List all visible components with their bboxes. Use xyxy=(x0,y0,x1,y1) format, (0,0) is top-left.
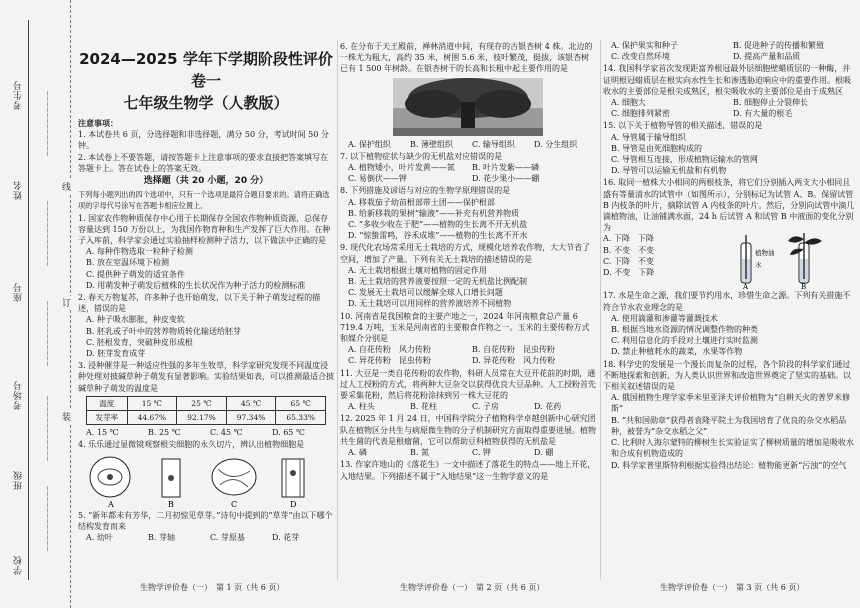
option: B. 花柱 xyxy=(410,402,437,412)
label-seat-number: 座号 xyxy=(14,282,24,302)
option: C. 发展无土栽培可以缓解全球人口增长问题 xyxy=(348,288,503,298)
column-divider xyxy=(600,40,601,580)
option: A. 移栽茄子幼苗根部带土团——保护根部 xyxy=(348,197,495,207)
option: D. 不变 下降 xyxy=(603,268,655,278)
options-row xyxy=(340,401,596,412)
cell-label-a: A xyxy=(108,499,114,509)
options-row xyxy=(340,162,596,173)
blank-line: ____________ xyxy=(38,300,48,366)
tube-b-label: B xyxy=(801,283,807,290)
table-cell: 97.34% xyxy=(226,411,276,425)
option: B. 促进种子的传播和繁殖 xyxy=(733,41,824,50)
seal-mark-line: 线 xyxy=(62,180,71,193)
option: D. 有大量的根毛 xyxy=(733,109,793,119)
option: C. 提供种子萌发的适宜条件 xyxy=(86,269,185,279)
seal-mark-bind: 订 xyxy=(62,296,71,309)
note-item: 1. 本试卷共 6 页，分选择题和非选择题，满分 50 分，考试时间 50 分钟。 xyxy=(78,130,329,151)
option: A. 柱头 xyxy=(348,402,375,412)
options-row xyxy=(603,51,855,62)
table-cell: 44.67% xyxy=(127,411,177,425)
question-18: 18. 科学史的发展是一个漫长而复杂的过程，各个阶段的科学家们通过不断地探索和创新，为人类认识世界和改造世界奠定了坚实的基础。以下相关叙述错误的是 xyxy=(603,359,851,392)
options-row xyxy=(603,40,855,51)
question-6: 6. 在分布于天王殿前，禅林消道中间，有现存的古银杏树 4 株。北边的一株尤为粗大，高约 35 米，树围 5.6 米，枝叶繁茂，挺拔，该银杏树已有 1 500 年树龄。在银杏树干的长高和长粗中起主要作用的是 xyxy=(340,42,593,74)
options-row xyxy=(603,97,855,108)
question-7: 7. 以下植物症状与缺少的无机盐对应错误的是 xyxy=(340,151,503,161)
option: A. 保护果实和种子 xyxy=(611,41,678,50)
options-row xyxy=(340,173,596,184)
page-2-column xyxy=(340,40,596,482)
seal-mark-mount: 装 xyxy=(62,410,71,423)
option: A. 植物矮小，叶片发黄——氮 xyxy=(348,163,455,173)
option: B. 芽轴 xyxy=(148,533,175,543)
options-row xyxy=(340,139,596,150)
water-label: 水 xyxy=(755,261,762,270)
page-footer-3: 生物学评价卷（一） 第 3 页（共 6 页） xyxy=(660,583,805,592)
question-17: 17. 水是生命之源，我们要节约用水，珍惜生命之源。下列有关措施不符合节水农业理念的是 xyxy=(603,291,851,312)
option: D. 无土栽培可以用同样的营养液培养不同植物 xyxy=(348,299,512,309)
table-cell: 45 ℃ xyxy=(226,396,276,410)
option: A. 细胞大 xyxy=(611,98,646,108)
cell-images xyxy=(82,453,332,509)
option: B. 不变 不变 xyxy=(603,245,654,255)
page-footer-1: 生物学评价卷（一） 第 1 页（共 6 页） xyxy=(140,583,285,592)
table-header: 发芽率 xyxy=(87,411,128,425)
option: B. “共和国勋章”获得者袁隆平院士为我国培育了优良的杂交水稻品种，被誉为“杂交水稻之父” xyxy=(611,415,847,436)
binding-margin xyxy=(0,0,71,608)
question-8: 8. 下列措施及谚语与对应的生物学原理错误的是 xyxy=(340,186,511,196)
option: C. 芽原基 xyxy=(210,533,245,543)
option: B. 细胞停止分裂伸长 xyxy=(733,98,808,108)
option: B. 放在室温环境下检测 xyxy=(86,258,169,268)
column-divider xyxy=(337,40,338,580)
question-5: 5. “新年都未有芳华，二月初惊见草芽。”诗句中提到的“草芽”由以下哪个结构发育而来 xyxy=(78,510,333,531)
options-row xyxy=(340,447,596,458)
tube-a-label: A xyxy=(743,283,749,290)
cell-c xyxy=(212,459,256,495)
option: C. 45 ℃ xyxy=(210,428,243,438)
question-13: 13. 作家许地山的《落花生》一文中描述了落花生的特点——地上开花，入地结果。下列描述不属于“入地结果”这一生物学意义的是 xyxy=(340,460,596,481)
option: C. 输导组织 xyxy=(472,139,515,149)
option: A. 保护组织 xyxy=(348,139,391,149)
ginkgo-tree-photo xyxy=(393,78,543,136)
question-2: 2. 春天万物复苏，许多种子也开始萌发，以下关于种子萌发过程的描述，错误的是 xyxy=(78,293,321,314)
option: D. 科学家普里斯特利根据实验得出结论：植物能更新“污浊”的空气 xyxy=(611,460,847,470)
question-10: 10. 河南省是我国粮食的主要产地之一，2024 年河南粮食总产量 6 719.4 万吨，玉米是河南省的主要粮食作物之一。玉米的主要传粉方式和媒介分别是 xyxy=(340,311,590,344)
page-3-column xyxy=(603,40,855,471)
option: C. 细胞排列紧密 xyxy=(611,109,670,119)
option: B. 叶片发紫——磷 xyxy=(472,163,539,173)
option: B. 自花传粉 昆虫传粉 xyxy=(472,345,555,355)
table-cell: 15 ℃ xyxy=(127,396,177,410)
label-candidate-number: 考生号 xyxy=(14,80,24,110)
option: D. 胚芽发育成芽 xyxy=(86,349,146,359)
option: B. 薄壁组织 xyxy=(410,139,453,149)
option: C. 利用信息化的手段对土壤进行实时监测 xyxy=(611,336,758,346)
option: D. 禁止种植耗水的蔬菜，水果等作物 xyxy=(611,347,743,357)
table-cell: 25 ℃ xyxy=(177,396,227,410)
table-cell: 65 ℃ xyxy=(276,396,326,410)
label-school: 学校 xyxy=(14,555,24,575)
option: D. “惊蛰雷鸣，谷禾成堆”——植物的生长离不开水 xyxy=(348,231,528,241)
option: A. 无土栽培根据土壤对植物的固定作用 xyxy=(348,265,487,275)
question-9: 9. 现代化农场常采用无土栽培的方式，规模化培养农作物，大大节省了空间，增加了产量。下列有关无土栽培的描述错误的是 xyxy=(340,243,591,264)
option: D. 异花传粉 风力传粉 xyxy=(472,356,556,366)
option: C. 下降 不变 xyxy=(603,256,654,266)
cell-d xyxy=(282,459,304,497)
option: D. 花药 xyxy=(534,402,562,412)
option: A. 下降 下降 xyxy=(603,234,654,244)
options-row xyxy=(340,344,596,355)
option: D. 导管可以运输无机盐和有机物 xyxy=(611,166,727,176)
option: B. 胚乳或子叶中的营养物质转化输送给胚芽 xyxy=(86,326,241,336)
option: C. 胚根发育，突破种皮形成根 xyxy=(86,337,193,347)
option: B. 根据当地水资源的情况调整作物的种类 xyxy=(611,325,758,335)
table-header: 温度 xyxy=(87,396,128,410)
option: A. 导管属于输导组织 xyxy=(611,132,686,142)
options-row xyxy=(78,532,334,543)
option: D. 花少果小——硼 xyxy=(472,174,540,184)
cell-label-c: C xyxy=(231,499,238,509)
blank-line: ____________ xyxy=(38,485,48,551)
option: C. 导管相互连接，形成植物运输水的管网 xyxy=(611,155,758,165)
option: A. 每种作物选取一粒种子检测 xyxy=(86,247,193,257)
label-class: 班级 xyxy=(14,470,24,490)
option: D. 花芽 xyxy=(272,533,300,543)
question-4: 4. 乐乐通过显微镜观察根尖细胞的永久切片，辨认出植物细胞是 xyxy=(78,440,305,450)
question-15: 15. 以下关于植物导管的相关描述，错误的是 xyxy=(603,121,763,131)
question-11: 11. 大豆是一类自花传粉的农作物，科研人员常在大豆开花前的时期，通过人工授粉的方式，将两种大豆杂交以获得优良大豆品种。人工授粉首先要采集花粉，然后将花粉涂抹到另一株大豆花的 xyxy=(340,368,596,401)
notes-title: 注意事项： xyxy=(78,118,118,128)
option: C. 子房 xyxy=(472,402,499,412)
table-cell: 65.33% xyxy=(276,411,326,425)
option: A. 俄国植物生理学家季米里亚泽夫评价植物为“自耕天火的普罗米修斯” xyxy=(611,393,850,414)
option: C. “多收少收在于肥”——植物的生长离不开无机盐 xyxy=(348,220,528,230)
blank-line: ____________ xyxy=(38,200,48,266)
option: D. 分生组织 xyxy=(534,139,578,149)
label-name: 姓名 xyxy=(14,180,24,200)
option: A. 15 ℃ xyxy=(86,428,119,438)
option: C. 改变自然环境 xyxy=(611,52,670,62)
options-row xyxy=(603,108,855,119)
cell-a xyxy=(90,457,130,497)
germination-table xyxy=(86,396,326,425)
cell-b xyxy=(162,459,180,497)
exam-subtitle: 七年级生物学（人教版） xyxy=(123,94,289,112)
option: D. 硼 xyxy=(534,448,554,458)
margin-line xyxy=(28,20,29,580)
table-cell: 92.17% xyxy=(177,411,227,425)
option: A. 幼叶 xyxy=(86,533,113,543)
section-instruction: 下列每小题列出的四个选项中，只有一个选项是最符合题目要求的。请将正确选项的字母代号涂写在答题卡相应位置上。 xyxy=(78,190,330,211)
option: A. 使用滴灌和渗灌等灌溉技术 xyxy=(611,313,718,323)
option: C. 钾 xyxy=(472,448,491,458)
option: B. 25 ℃ xyxy=(148,428,181,438)
options-column xyxy=(603,233,713,289)
question-3: 3. 浸种催芽是一种适应性强的多年生牧草，科学家研究发现不同温度浸种处理对披碱草种子萌发有显著影响。实验结果如表，可以推测最适合披碱草种子萌发的温度是 xyxy=(78,361,334,393)
note-item: 2. 本试卷上不要答题，请按答题卡上注意事项的要求直接把答案填写在答题卡上。答在试卷上的答案无效。 xyxy=(78,152,329,173)
oil-label: 植物油 xyxy=(755,249,775,258)
option: B. 给新移栽的果树“输液”——补充有机营养物质 xyxy=(348,208,520,218)
cell-label-b: B xyxy=(168,499,174,509)
options-row xyxy=(340,355,596,366)
option: D. 提高产量和品质 xyxy=(733,52,801,62)
question-12: 12. 2025 年 1 月 24 日，中国科学院分子植物科学卓越创新中心研究团队在植物区分共生与病原微生物的分子机制研究方面取得重要进展。植物共生菌的代表是根瘤菌，它可以帮助豆科植物获得的无机盐是 xyxy=(340,414,596,446)
question-16-block xyxy=(603,233,855,289)
option: B. 氮 xyxy=(410,448,429,458)
option: C. 异花传粉 昆虫传粉 xyxy=(348,356,431,366)
question-1: 1. 国家农作物种质保存中心用于长期保存全国农作物种质资源，总保存容量达到 150 万份以上，为我国作物育种和生产发挥了巨大作用。在种子入库前，科学家会通过实验抽样检测种子活力，以下做法中正确的是 xyxy=(78,213,331,246)
blank-line: ____________ xyxy=(38,395,48,461)
question-14: 14. 我国科学家首次发现距富养根冠最外层细胞壁蜡质层的一种酶，并证明根冠蜡质层在根实向水性生长和渗透胁迫响应中的重要作用。根吸收水的主要部位是根尖成熟区，根尖吸收水的主要部位是由于成熟区 xyxy=(603,64,851,96)
section-title: 选择题（共 20 小题，20 分） xyxy=(143,176,269,187)
question-16: 16. 取同一植株大小相同的两根枝条，将它们分别插入两支大小相同且盛有等量清水的试管中（如图所示），分别标记为试管 A、B。保留试管 B 内枝条的叶片，摘除试管 A 内枝条的叶片。然后，分别向试管中滴几滴植物油，让油铺满水面，24 h 后试管 A 和试管 B 中液面的变化分别为 xyxy=(603,178,855,233)
option: D. 用萌发种子萌发后植株的生长状况作为种子活力的检测标准 xyxy=(86,280,306,290)
option: C. 比利时人海尔蒙特的柳树生长实验证实了柳树质量的增加是吸收水和合成有机物造成的 xyxy=(611,438,854,459)
exam-title: 2024—2025 学年下学期阶段性评价卷一 xyxy=(79,50,333,90)
options-row xyxy=(78,427,334,438)
page-footer-2: 生物学评价卷（一） 第 2 页（共 6 页） xyxy=(400,583,545,592)
option: B. 导管是由死细胞构成的 xyxy=(611,143,702,153)
option: B. 无土栽培的营养液要按照一定的无机盐比例配制 xyxy=(348,277,527,287)
label-exam-room: 考场号 xyxy=(14,380,24,410)
option: D. 65 ℃ xyxy=(272,428,305,438)
blank-line: ____________ xyxy=(38,90,48,156)
option: A. 自花传粉 风力传粉 xyxy=(348,345,431,355)
option: A. 磷 xyxy=(348,448,367,458)
page-1-column xyxy=(78,40,334,543)
option: A. 种子吸水膨胀，种皮变软 xyxy=(86,315,185,325)
option: C. 易倒伏——钾 xyxy=(348,174,407,184)
test-tube-figure xyxy=(713,233,843,289)
cell-label-d: D xyxy=(290,499,297,509)
